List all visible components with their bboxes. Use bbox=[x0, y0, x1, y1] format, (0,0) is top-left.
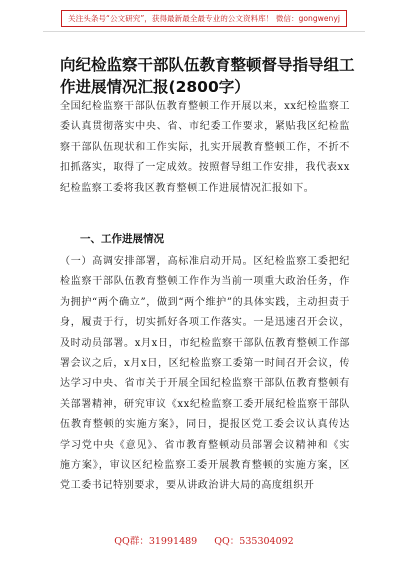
section-heading: 一、工作进展情况 bbox=[80, 233, 164, 245]
header-banner: 关注头条号“公文研究”，获得最新最全最专业的公文资料库！ 微信：gongwenyj bbox=[61, 10, 347, 27]
footer-contact bbox=[0, 533, 408, 547]
section-paragraph: （一）高调安排部署，高标准启动开局。区纪检监察工委把纪检监察干部队伍教育整顿工作作为当前一项重大政治任务，作为拥护“两个确立”，做到“两个维护”的具体实践，主动担责于身，履责于行，切实抓好各项工作落实。一是迅速召开会议，及时动员部署。x月x日，市纪检监察干部队伍教育整顿工作部署会议之后，x月x日，区纪检监察工委第一时间召开会议，传达学习中央、省市关于开展全国纪检监察干部队伍教育整顿有关部署精神，研究审议《xx纪检监察工委开展纪检监察干部队伍教育整顿的实施方案》，同日，提报区党工委会议认真传达学习党中央《意见》、省市教育整顿动员部署会议精神和《实施方案》，审议区纪检监察工委开展教育整顿的实施方案，区党工委书记特别要求，要从讲政治讲大局的高度组织开 bbox=[60, 256, 350, 492]
footer-qq-group: QQ群：31991489 bbox=[114, 536, 198, 547]
document-title: 向纪检监察干部队伍教育整顿督导指导组工作进展情况汇报(2800字） bbox=[60, 56, 355, 96]
intro-paragraph: 全国纪检监察干部队伍教育整顿工作开展以来，xx纪检监察工委认真贯彻落实中央、省、市纪委工作要求，紧贴我区纪检监察干部队伍现状和工作实际，扎实开展教育整顿工作，不折不扣抓落实，取得了一定成效。按照督导组工作安排，我代表xx纪检监察工委将我区教育整顿工作进展情况汇报如下。 bbox=[60, 101, 350, 194]
header-divider bbox=[43, 31, 365, 32]
footer-qq: QQ：535304092 bbox=[214, 536, 294, 547]
